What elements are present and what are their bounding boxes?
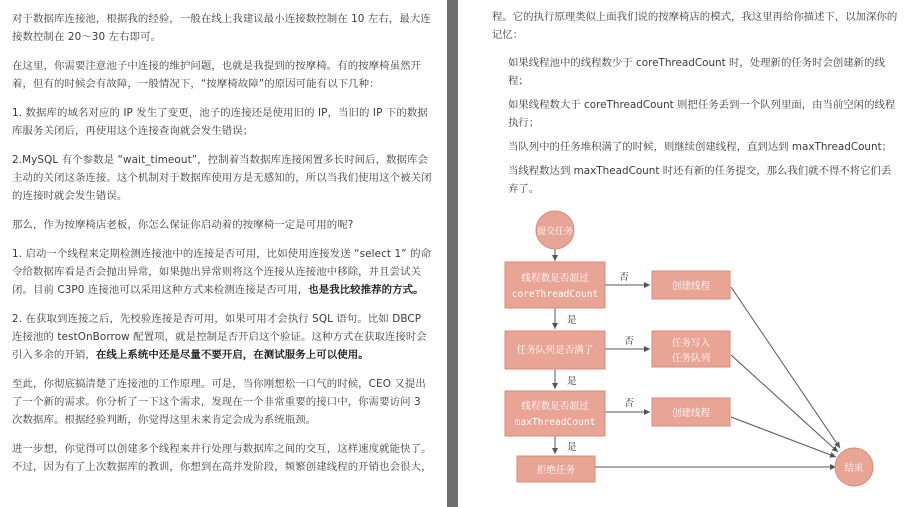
right-intro: 程。它的执行原理类似上面我们说的按摩椅店的模式，我这里再给你描述下，以加深你的记忆：	[492, 11, 898, 41]
node-decision-2-label: 任务队列是否满了	[516, 345, 594, 356]
node-enqueue-line2: 任务队列	[671, 353, 711, 364]
rule-item-3: 当队列中的任务堆积满了的时候，则继续创建线程，直到达到 maxThreadCount；	[508, 141, 893, 153]
paragraph-6-text: 1. 启动一个线程来定期检测连接池中的连接是否可用，比如使用连接发送 “select 1” 的命令给数据库看是否会抛出异常，如果抛出异常则将这个连接从连接池中移除，并且尝试关闭。目前 C3P0 连接池可以采用这种方式来检测连接是否可用，	[12, 248, 432, 296]
node-reject	[517, 456, 595, 482]
node-decision-1-line2: coreThreadCount	[511, 289, 599, 300]
node-start	[536, 211, 574, 249]
paragraph-7-text: 2. 在获取到连接之后，先校验连接是否可用，如果可用才会执行 SQL 语句。比如 DBCP 连接池的 testOnBorrow 配置项，就是控制是否开启这个验证。这种方式在获取连接时会引入多余的开销，	[12, 313, 427, 361]
node-create-thread-1	[652, 271, 730, 299]
node-create-thread-2	[652, 398, 730, 426]
paragraph-7	[12, 310, 433, 364]
label-yes-3: 是	[567, 442, 577, 453]
node-decision-1-line1: 线程数是否超过	[521, 273, 589, 284]
node-decision-3	[505, 391, 605, 436]
node-decision-1	[505, 262, 605, 308]
node-end	[835, 448, 873, 486]
node-enqueue-line1: 任务写入	[671, 338, 711, 349]
thread-pool-flowchart	[458, 205, 878, 505]
label-no-2: 否	[624, 336, 634, 347]
paragraph-1: 对于数据库连接池，根据我的经验，一般在线上我建议最小连接数控制在 10 左右，最大连接数控制在 20～30 左右即可。	[12, 13, 431, 43]
rule-item-1: 如果线程池中的线程数少于 coreThreadCount 时，处理新的任务时会创建新的线程；	[508, 57, 885, 87]
node-decision-2	[505, 331, 605, 369]
rule-list	[492, 54, 901, 198]
paragraph-8: 至此，你彻底搞清楚了连接池的工作原理。可是，当你刚想松一口气的时候，CEO 又提出了一个新的需求。你分析了一下这个需求，发现在一个非常重要的接口中，你需要访问 3 次数据库。根据经验判断，你觉得这里未来肯定会成为系统瓶颈。	[12, 378, 426, 426]
node-create-thread-1-label: 创建线程	[671, 281, 711, 292]
node-decision-1-shape	[505, 262, 605, 308]
node-end-label: 结束	[844, 463, 864, 474]
node-decision-3-shape	[505, 391, 605, 436]
left-page	[0, 0, 447, 507]
node-decision-3-line2: maxThreadCount	[514, 417, 596, 428]
paragraph-9: 进一步想，你觉得可以创建多个线程来并行处理与数据库之间的交互，这样速度就能快了。不过，因为有了上次数据库的教训，你想到在高并发阶段，频繁创建线程的开销也会很大，	[12, 443, 432, 473]
paragraph-3: 1. 数据库的域名对应的 IP 发生了变更，池子的连接还是使用旧的 IP，当旧的 IP 下的数据库服务关闭后，再使用这个连接查询就会发生错误；	[12, 107, 428, 137]
rule-item-2: 如果线程数大于 coreThreadCount 则把任务丢到一个队列里面，由当前空闲的线程执行；	[508, 99, 896, 129]
paragraph-7-emphasis: 在线上系统中还是尽量不要开启，在测试服务上可以使用。	[95, 349, 369, 361]
rule-item-4: 当线程数达到 maxTheadCount 时还有新的任务提交，那么我们就不得不将它们丢弃了。	[508, 165, 892, 195]
label-no-3: 否	[624, 398, 634, 409]
label-yes-2: 是	[567, 376, 577, 387]
paragraph-6	[12, 245, 433, 299]
label-no-1: 否	[619, 272, 629, 283]
arrow-create2-to-end	[731, 417, 836, 457]
node-reject-label: 拒绝任务	[536, 465, 576, 476]
label-yes-1: 是	[567, 315, 577, 326]
right-page	[458, 0, 911, 507]
node-enqueue	[652, 331, 730, 367]
paragraph-4: 2.MySQL 有个参数是 “wait_timeout”，控制着当数据库连接闲置多长时间后，数据库会主动的关闭这条连接。这个机制对于数据库使用方是无感知的，所以当我们使用这个被关闭的连接时就会发生错误。	[12, 154, 432, 202]
node-start-label: 提交任务	[536, 227, 574, 237]
arrow-create1-to-end	[731, 287, 840, 448]
paragraph-2: 在这里，你需要注意池子中连接的维护问题，也就是我提到的按摩椅。有的按摩椅虽然开着，但有的时候会有故障，一般情况下，“按摩椅故障”的原因可能有以下几种：	[12, 60, 422, 90]
node-decision-3-line1: 线程数是否超过	[521, 401, 589, 412]
paragraph-6-emphasis: 也是我比较推荐的方式。	[308, 284, 424, 296]
paragraph-5: 那么，作为按摩椅店老板，你怎么保证你启动着的按摩椅一定是可用的呢?	[12, 219, 354, 231]
node-create-thread-2-label: 创建线程	[671, 408, 711, 419]
